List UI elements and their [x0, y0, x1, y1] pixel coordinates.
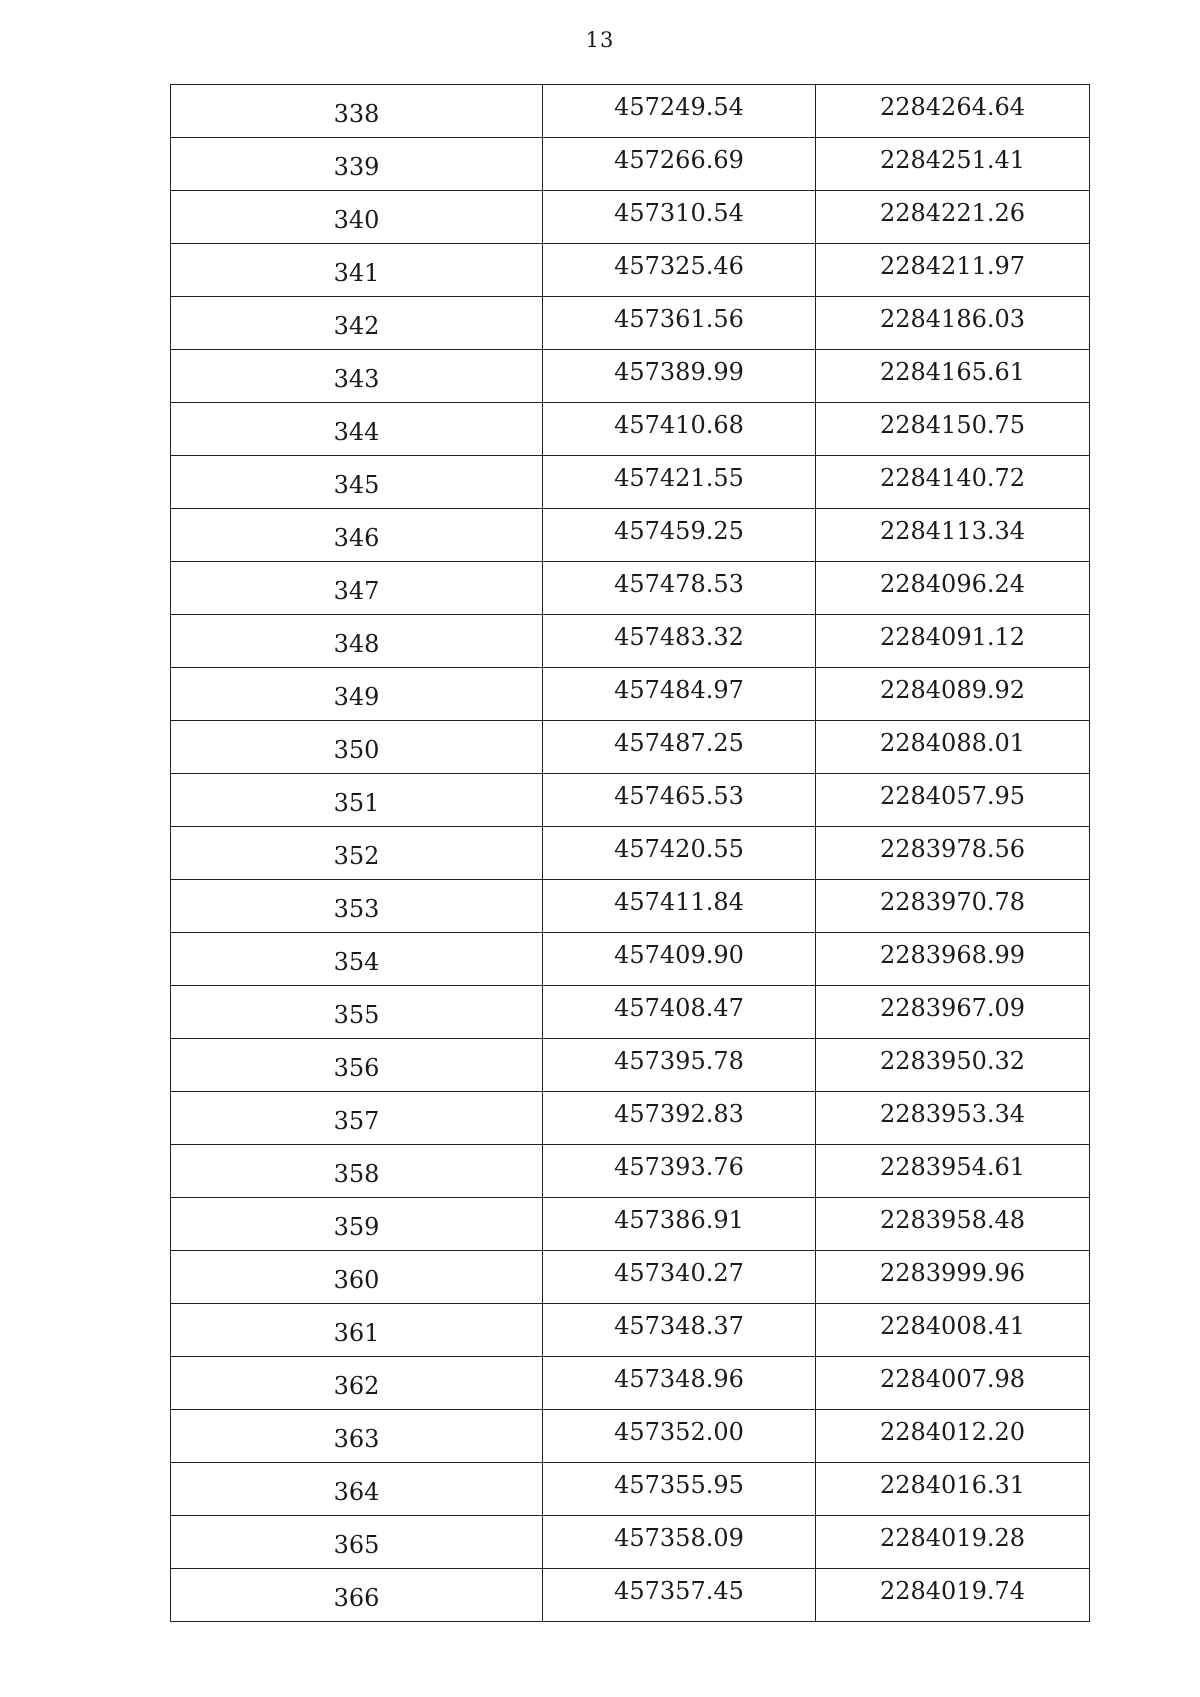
table-row [171, 1304, 1090, 1357]
x-coordinate-cell: 457393.76 [543, 1145, 816, 1198]
page-number: 13 [585, 28, 615, 52]
y-coordinate-cell: 2284165.61 [816, 350, 1090, 403]
x-coordinate-cell: 457249.54 [543, 85, 816, 138]
y-coordinate-cell: 2283953.34 [816, 1092, 1090, 1145]
point-number-cell: 349 [171, 668, 543, 721]
point-number-cell: 355 [171, 986, 543, 1039]
y-coordinate-cell: 2284211.97 [816, 244, 1090, 297]
point-number-cell: 358 [171, 1145, 543, 1198]
x-coordinate-cell: 457409.90 [543, 933, 816, 986]
y-coordinate-cell: 2284096.24 [816, 562, 1090, 615]
y-coordinate-cell: 2283954.61 [816, 1145, 1090, 1198]
table-row [171, 1198, 1090, 1251]
point-number-cell: 359 [171, 1198, 543, 1251]
x-coordinate-cell: 457340.27 [543, 1251, 816, 1304]
x-coordinate-cell: 457421.55 [543, 456, 816, 509]
table-row [171, 1516, 1090, 1569]
y-coordinate-cell: 2283968.99 [816, 933, 1090, 986]
table-row [171, 350, 1090, 403]
point-number-cell: 342 [171, 297, 543, 350]
table-row [171, 297, 1090, 350]
point-number-cell: 343 [171, 350, 543, 403]
coordinate-table [170, 84, 1090, 1622]
table-row [171, 1145, 1090, 1198]
x-coordinate-cell: 457465.53 [543, 774, 816, 827]
x-coordinate-cell: 457386.91 [543, 1198, 816, 1251]
x-coordinate-cell: 457389.99 [543, 350, 816, 403]
point-number-cell: 339 [171, 138, 543, 191]
point-number-cell: 366 [171, 1569, 543, 1622]
table-row [171, 1569, 1090, 1622]
point-number-cell: 348 [171, 615, 543, 668]
x-coordinate-cell: 457361.56 [543, 297, 816, 350]
table-row [171, 986, 1090, 1039]
point-number-cell: 354 [171, 933, 543, 986]
point-number-cell: 357 [171, 1092, 543, 1145]
point-number-cell: 340 [171, 191, 543, 244]
table-row [171, 1251, 1090, 1304]
y-coordinate-cell: 2284012.20 [816, 1410, 1090, 1463]
table-row [171, 1357, 1090, 1410]
x-coordinate-cell: 457411.84 [543, 880, 816, 933]
y-coordinate-cell: 2284019.28 [816, 1516, 1090, 1569]
y-coordinate-cell: 2284113.34 [816, 509, 1090, 562]
y-coordinate-cell: 2284016.31 [816, 1463, 1090, 1516]
table-row [171, 933, 1090, 986]
y-coordinate-cell: 2284088.01 [816, 721, 1090, 774]
table-row [171, 191, 1090, 244]
y-coordinate-cell: 2284186.03 [816, 297, 1090, 350]
point-number-cell: 341 [171, 244, 543, 297]
table-row [171, 1092, 1090, 1145]
table-row [171, 244, 1090, 297]
table-row [171, 509, 1090, 562]
table-row [171, 456, 1090, 509]
x-coordinate-cell: 457484.97 [543, 668, 816, 721]
table-row [171, 85, 1090, 138]
x-coordinate-cell: 457420.55 [543, 827, 816, 880]
table-row [171, 138, 1090, 191]
x-coordinate-cell: 457266.69 [543, 138, 816, 191]
point-number-cell: 352 [171, 827, 543, 880]
point-number-cell: 345 [171, 456, 543, 509]
x-coordinate-cell: 457357.45 [543, 1569, 816, 1622]
y-coordinate-cell: 2284251.41 [816, 138, 1090, 191]
point-number-cell: 356 [171, 1039, 543, 1092]
y-coordinate-cell: 2284019.74 [816, 1569, 1090, 1622]
x-coordinate-cell: 457348.96 [543, 1357, 816, 1410]
x-coordinate-cell: 457487.25 [543, 721, 816, 774]
y-coordinate-cell: 2284008.41 [816, 1304, 1090, 1357]
point-number-cell: 364 [171, 1463, 543, 1516]
y-coordinate-cell: 2283999.96 [816, 1251, 1090, 1304]
point-number-cell: 353 [171, 880, 543, 933]
table-row [171, 403, 1090, 456]
point-number-cell: 362 [171, 1357, 543, 1410]
point-number-cell: 350 [171, 721, 543, 774]
table-row [171, 721, 1090, 774]
x-coordinate-cell: 457355.95 [543, 1463, 816, 1516]
y-coordinate-cell: 2284150.75 [816, 403, 1090, 456]
y-coordinate-cell: 2284264.64 [816, 85, 1090, 138]
table-row [171, 1463, 1090, 1516]
point-number-cell: 338 [171, 85, 543, 138]
table-row [171, 827, 1090, 880]
y-coordinate-cell: 2284221.26 [816, 191, 1090, 244]
y-coordinate-cell: 2283950.32 [816, 1039, 1090, 1092]
y-coordinate-cell: 2283967.09 [816, 986, 1090, 1039]
x-coordinate-cell: 457483.32 [543, 615, 816, 668]
point-number-cell: 360 [171, 1251, 543, 1304]
x-coordinate-cell: 457408.47 [543, 986, 816, 1039]
point-number-cell: 344 [171, 403, 543, 456]
x-coordinate-cell: 457410.68 [543, 403, 816, 456]
y-coordinate-cell: 2284057.95 [816, 774, 1090, 827]
point-number-cell: 346 [171, 509, 543, 562]
y-coordinate-cell: 2284140.72 [816, 456, 1090, 509]
x-coordinate-cell: 457395.78 [543, 1039, 816, 1092]
coordinate-table-body [171, 85, 1090, 1622]
table-row [171, 562, 1090, 615]
y-coordinate-cell: 2284007.98 [816, 1357, 1090, 1410]
table-row [171, 668, 1090, 721]
y-coordinate-cell: 2283958.48 [816, 1198, 1090, 1251]
x-coordinate-cell: 457352.00 [543, 1410, 816, 1463]
table-row [171, 880, 1090, 933]
y-coordinate-cell: 2283970.78 [816, 880, 1090, 933]
x-coordinate-cell: 457348.37 [543, 1304, 816, 1357]
table-row [171, 1410, 1090, 1463]
y-coordinate-cell: 2283978.56 [816, 827, 1090, 880]
point-number-cell: 351 [171, 774, 543, 827]
y-coordinate-cell: 2284091.12 [816, 615, 1090, 668]
point-number-cell: 347 [171, 562, 543, 615]
table-row [171, 774, 1090, 827]
table-row [171, 615, 1090, 668]
x-coordinate-cell: 457358.09 [543, 1516, 816, 1569]
x-coordinate-cell: 457478.53 [543, 562, 816, 615]
point-number-cell: 363 [171, 1410, 543, 1463]
point-number-cell: 361 [171, 1304, 543, 1357]
point-number-cell: 365 [171, 1516, 543, 1569]
x-coordinate-cell: 457310.54 [543, 191, 816, 244]
x-coordinate-cell: 457459.25 [543, 509, 816, 562]
y-coordinate-cell: 2284089.92 [816, 668, 1090, 721]
x-coordinate-cell: 457325.46 [543, 244, 816, 297]
x-coordinate-cell: 457392.83 [543, 1092, 816, 1145]
table-row [171, 1039, 1090, 1092]
